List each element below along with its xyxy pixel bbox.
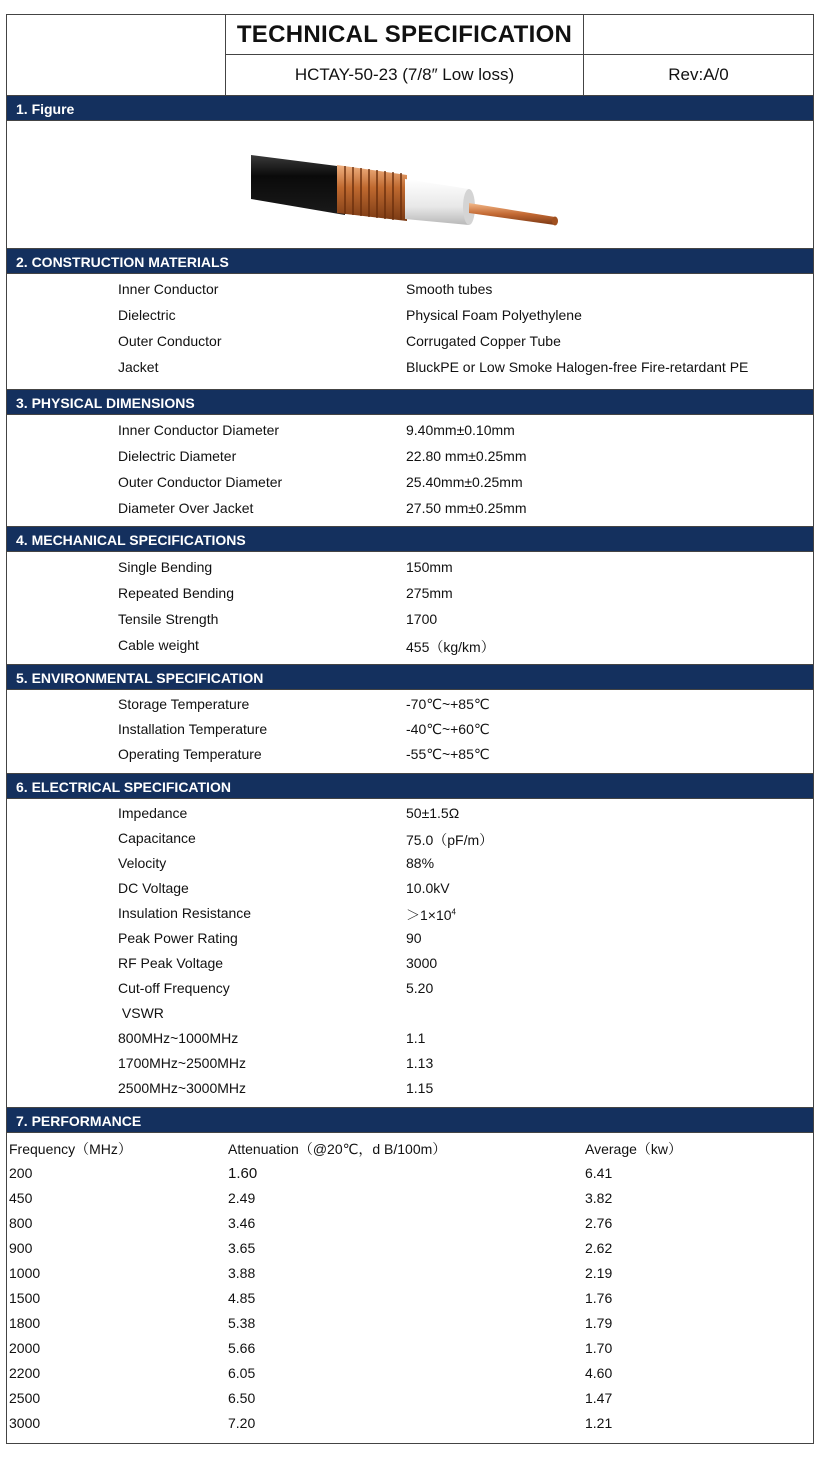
spec-value: 10.0kV	[406, 880, 450, 896]
average-power-cell: 2.76	[585, 1215, 613, 1231]
spec-value: Smooth tubes	[406, 281, 493, 297]
spec-value	[406, 905, 456, 925]
spec-label: Storage Temperature	[118, 696, 250, 712]
frequency-cell: 1000	[9, 1265, 41, 1281]
spec-label: Dielectric	[118, 307, 176, 323]
section-heading-electrical: 6. ELECTRICAL SPECIFICATION	[7, 773, 813, 799]
spec-value: 455（kg/km）	[406, 639, 495, 655]
spec-sheet	[6, 14, 814, 1444]
spec-label: Diameter Over Jacket	[118, 500, 254, 516]
spec-value: 150mm	[406, 559, 453, 575]
average-power-cell: 2.19	[585, 1265, 613, 1281]
spec-label: Cable weight	[118, 637, 199, 653]
frequency-cell: 2000	[9, 1340, 41, 1356]
spec-value: 1.13	[406, 1055, 434, 1071]
spec-label: Repeated Bending	[118, 585, 234, 601]
attenuation-cell: 6.05	[228, 1365, 256, 1381]
spec-value: 25.40mm±0.25mm	[406, 474, 523, 490]
spec-label: Dielectric Diameter	[118, 448, 237, 464]
spec-label: Outer Conductor	[118, 333, 222, 349]
average-power-cell: 4.60	[585, 1365, 613, 1381]
spec-value: 275mm	[406, 585, 453, 601]
coaxial-cable-image	[237, 145, 567, 235]
spec-label: Peak Power Rating	[118, 930, 238, 946]
average-power-cell: 1.21	[585, 1415, 613, 1431]
spec-label: Outer Conductor Diameter	[118, 474, 283, 490]
spec-value: Corrugated Copper Tube	[406, 333, 561, 349]
frequency-cell: 2200	[9, 1365, 41, 1381]
attenuation-cell: 5.38	[228, 1315, 256, 1331]
attenuation-cell: 6.50	[228, 1390, 256, 1406]
attenuation-cell: 5.66	[228, 1340, 256, 1356]
model-number: HCTAY-50-23 (7/8″ Low loss)	[225, 55, 584, 95]
document-title: TECHNICAL SPECIFICATION	[225, 15, 584, 55]
document-header	[7, 15, 813, 95]
average-power-cell: 6.41	[585, 1165, 613, 1181]
spec-value: 22.80 mm±0.25mm	[406, 448, 527, 464]
section-heading-physical: 3. PHYSICAL DIMENSIONS	[7, 389, 813, 415]
spec-value: 90	[406, 930, 422, 946]
spec-label: Inner Conductor Diameter	[118, 422, 280, 438]
frequency-cell: 2500	[9, 1390, 41, 1406]
frequency-cell: 800	[9, 1215, 33, 1231]
spec-value: 75.0（pF/m）	[406, 832, 494, 848]
spec-label: 2500MHz~3000MHz	[118, 1080, 247, 1096]
spec-value: 1700	[406, 611, 438, 627]
spec-value: 3000	[406, 955, 438, 971]
spec-value: -70℃~+85℃	[406, 696, 490, 712]
attenuation-cell: 3.46	[228, 1215, 256, 1231]
spec-label: Operating Temperature	[118, 746, 262, 762]
spec-value: -55℃~+85℃	[406, 746, 490, 762]
column-header-attenuation: Attenuation（@20℃，d B/100m）	[228, 1141, 447, 1157]
attenuation-cell: 7.20	[228, 1415, 256, 1431]
average-power-cell: 1.76	[585, 1290, 613, 1306]
frequency-cell: 450	[9, 1190, 33, 1206]
average-power-cell: 3.82	[585, 1190, 613, 1206]
spec-value: Physical Foam Polyethylene	[406, 307, 582, 323]
attenuation-cell: 2.49	[228, 1190, 256, 1206]
attenuation-cell: 3.65	[228, 1240, 256, 1256]
attenuation-cell: 1.60	[228, 1165, 258, 1182]
spec-label: 1700MHz~2500MHz	[118, 1055, 247, 1071]
spec-label: Single Bending	[118, 559, 213, 575]
spec-label: 800MHz~1000MHz	[118, 1030, 239, 1046]
section-heading-performance: 7. PERFORMANCE	[7, 1107, 813, 1133]
spec-value: 9.40mm±0.10mm	[406, 422, 515, 438]
average-power-cell: 2.62	[585, 1240, 613, 1256]
attenuation-cell: 3.88	[228, 1265, 256, 1281]
insulation-resistance-value: ＞1×10	[406, 907, 452, 923]
section-heading-construction: 2. CONSTRUCTION MATERIALS	[7, 248, 813, 274]
header-blank-cell	[584, 15, 813, 55]
column-header-frequency: Frequency（MHz）	[9, 1141, 132, 1157]
frequency-cell: 1800	[9, 1315, 41, 1331]
attenuation-cell: 4.85	[228, 1290, 256, 1306]
section-heading-environmental: 5. ENVIRONMENTAL SPECIFICATION	[7, 664, 813, 690]
spec-label: Velocity	[118, 855, 167, 871]
spec-label: Inner Conductor	[118, 281, 219, 297]
exponent: 4	[451, 907, 456, 917]
revision-label: Rev:A/0	[668, 65, 729, 84]
spec-value: -40℃~+60℃	[406, 721, 490, 737]
spec-label: Jacket	[118, 359, 159, 375]
section-heading-figure: 1. Figure	[7, 95, 813, 121]
spec-label: DC Voltage	[118, 880, 189, 896]
cable-figure	[237, 145, 567, 235]
spec-label: Tensile Strength	[118, 611, 219, 627]
column-header-average-power: Average（kw）	[585, 1141, 683, 1157]
spec-value: BluckPE or Low Smoke Halogen-free Fire-retardant PE	[406, 359, 749, 375]
frequency-cell: 1500	[9, 1290, 41, 1306]
spec-label: Impedance	[118, 805, 188, 821]
spec-value: 5.20	[406, 980, 434, 996]
frequency-cell: 900	[9, 1240, 33, 1256]
average-power-cell: 1.47	[585, 1390, 613, 1406]
spec-label: Capacitance	[118, 830, 196, 846]
spec-label: VSWR	[118, 1005, 164, 1021]
spec-value: 1.1	[406, 1030, 426, 1046]
spec-label: Installation Temperature	[118, 721, 268, 737]
frequency-cell: 3000	[9, 1415, 41, 1431]
spec-label: RF Peak Voltage	[118, 955, 224, 971]
frequency-cell: 200	[9, 1165, 33, 1181]
average-power-cell: 1.70	[585, 1340, 613, 1356]
spec-label: Insulation Resistance	[118, 905, 252, 921]
average-power-cell: 1.79	[585, 1315, 613, 1331]
section-heading-mechanical: 4. MECHANICAL SPECIFICATIONS	[7, 526, 813, 552]
spec-value: 50±1.5Ω	[406, 805, 460, 821]
spec-value: 1.15	[406, 1080, 434, 1096]
spec-value: 27.50 mm±0.25mm	[406, 500, 527, 516]
spec-value: 88%	[406, 855, 435, 871]
spec-label: Cut-off Frequency	[118, 980, 230, 996]
